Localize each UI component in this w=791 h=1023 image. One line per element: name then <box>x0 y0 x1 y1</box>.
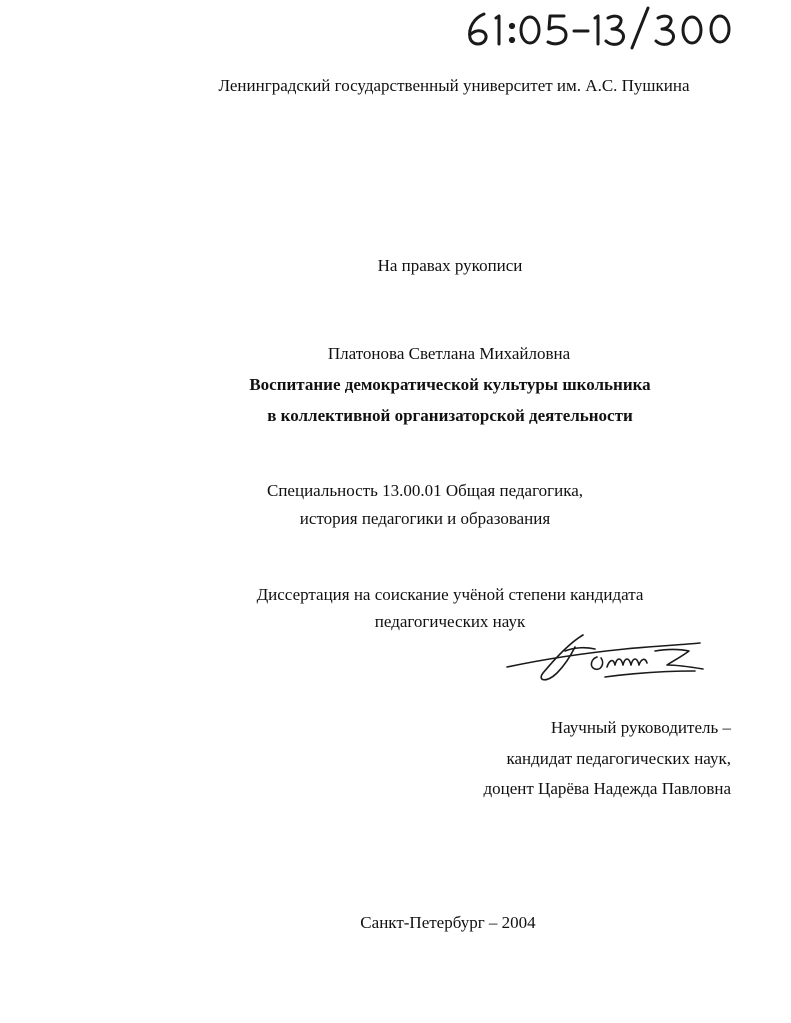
supervisor-label: Научный руководитель – <box>550 718 731 737</box>
place-and-year: Санкт-Петербург – 2004 <box>360 913 536 932</box>
supervisor-degree: кандидат педагогических наук, <box>506 749 731 768</box>
author-signature <box>505 627 710 687</box>
dissertation-title-line-2: в коллективной организаторской деятельности <box>267 406 633 425</box>
institution-name: Ленинградский государственный университет им. А.С. Пушкина <box>218 76 690 95</box>
author-name: Платонова Светлана Михайловна <box>327 344 571 363</box>
specialty-line-2: история педагогики и образования <box>299 509 551 528</box>
supervisor-name: доцент Царёва Надежда Павловна <box>483 779 731 798</box>
specialty-line-1: Специальность 13.00.01 Общая педагогика, <box>266 481 584 500</box>
manuscript-rights-note: На правах рукописи <box>377 256 523 275</box>
dissertation-title-line-1: Воспитание демократической культуры школьника <box>249 375 651 394</box>
degree-statement-line-2: педагогических наук <box>374 612 526 631</box>
degree-statement-line-1: Диссертация на соискание учёной степени кандидата <box>256 585 644 604</box>
archive-stamp-handwritten <box>462 4 742 50</box>
